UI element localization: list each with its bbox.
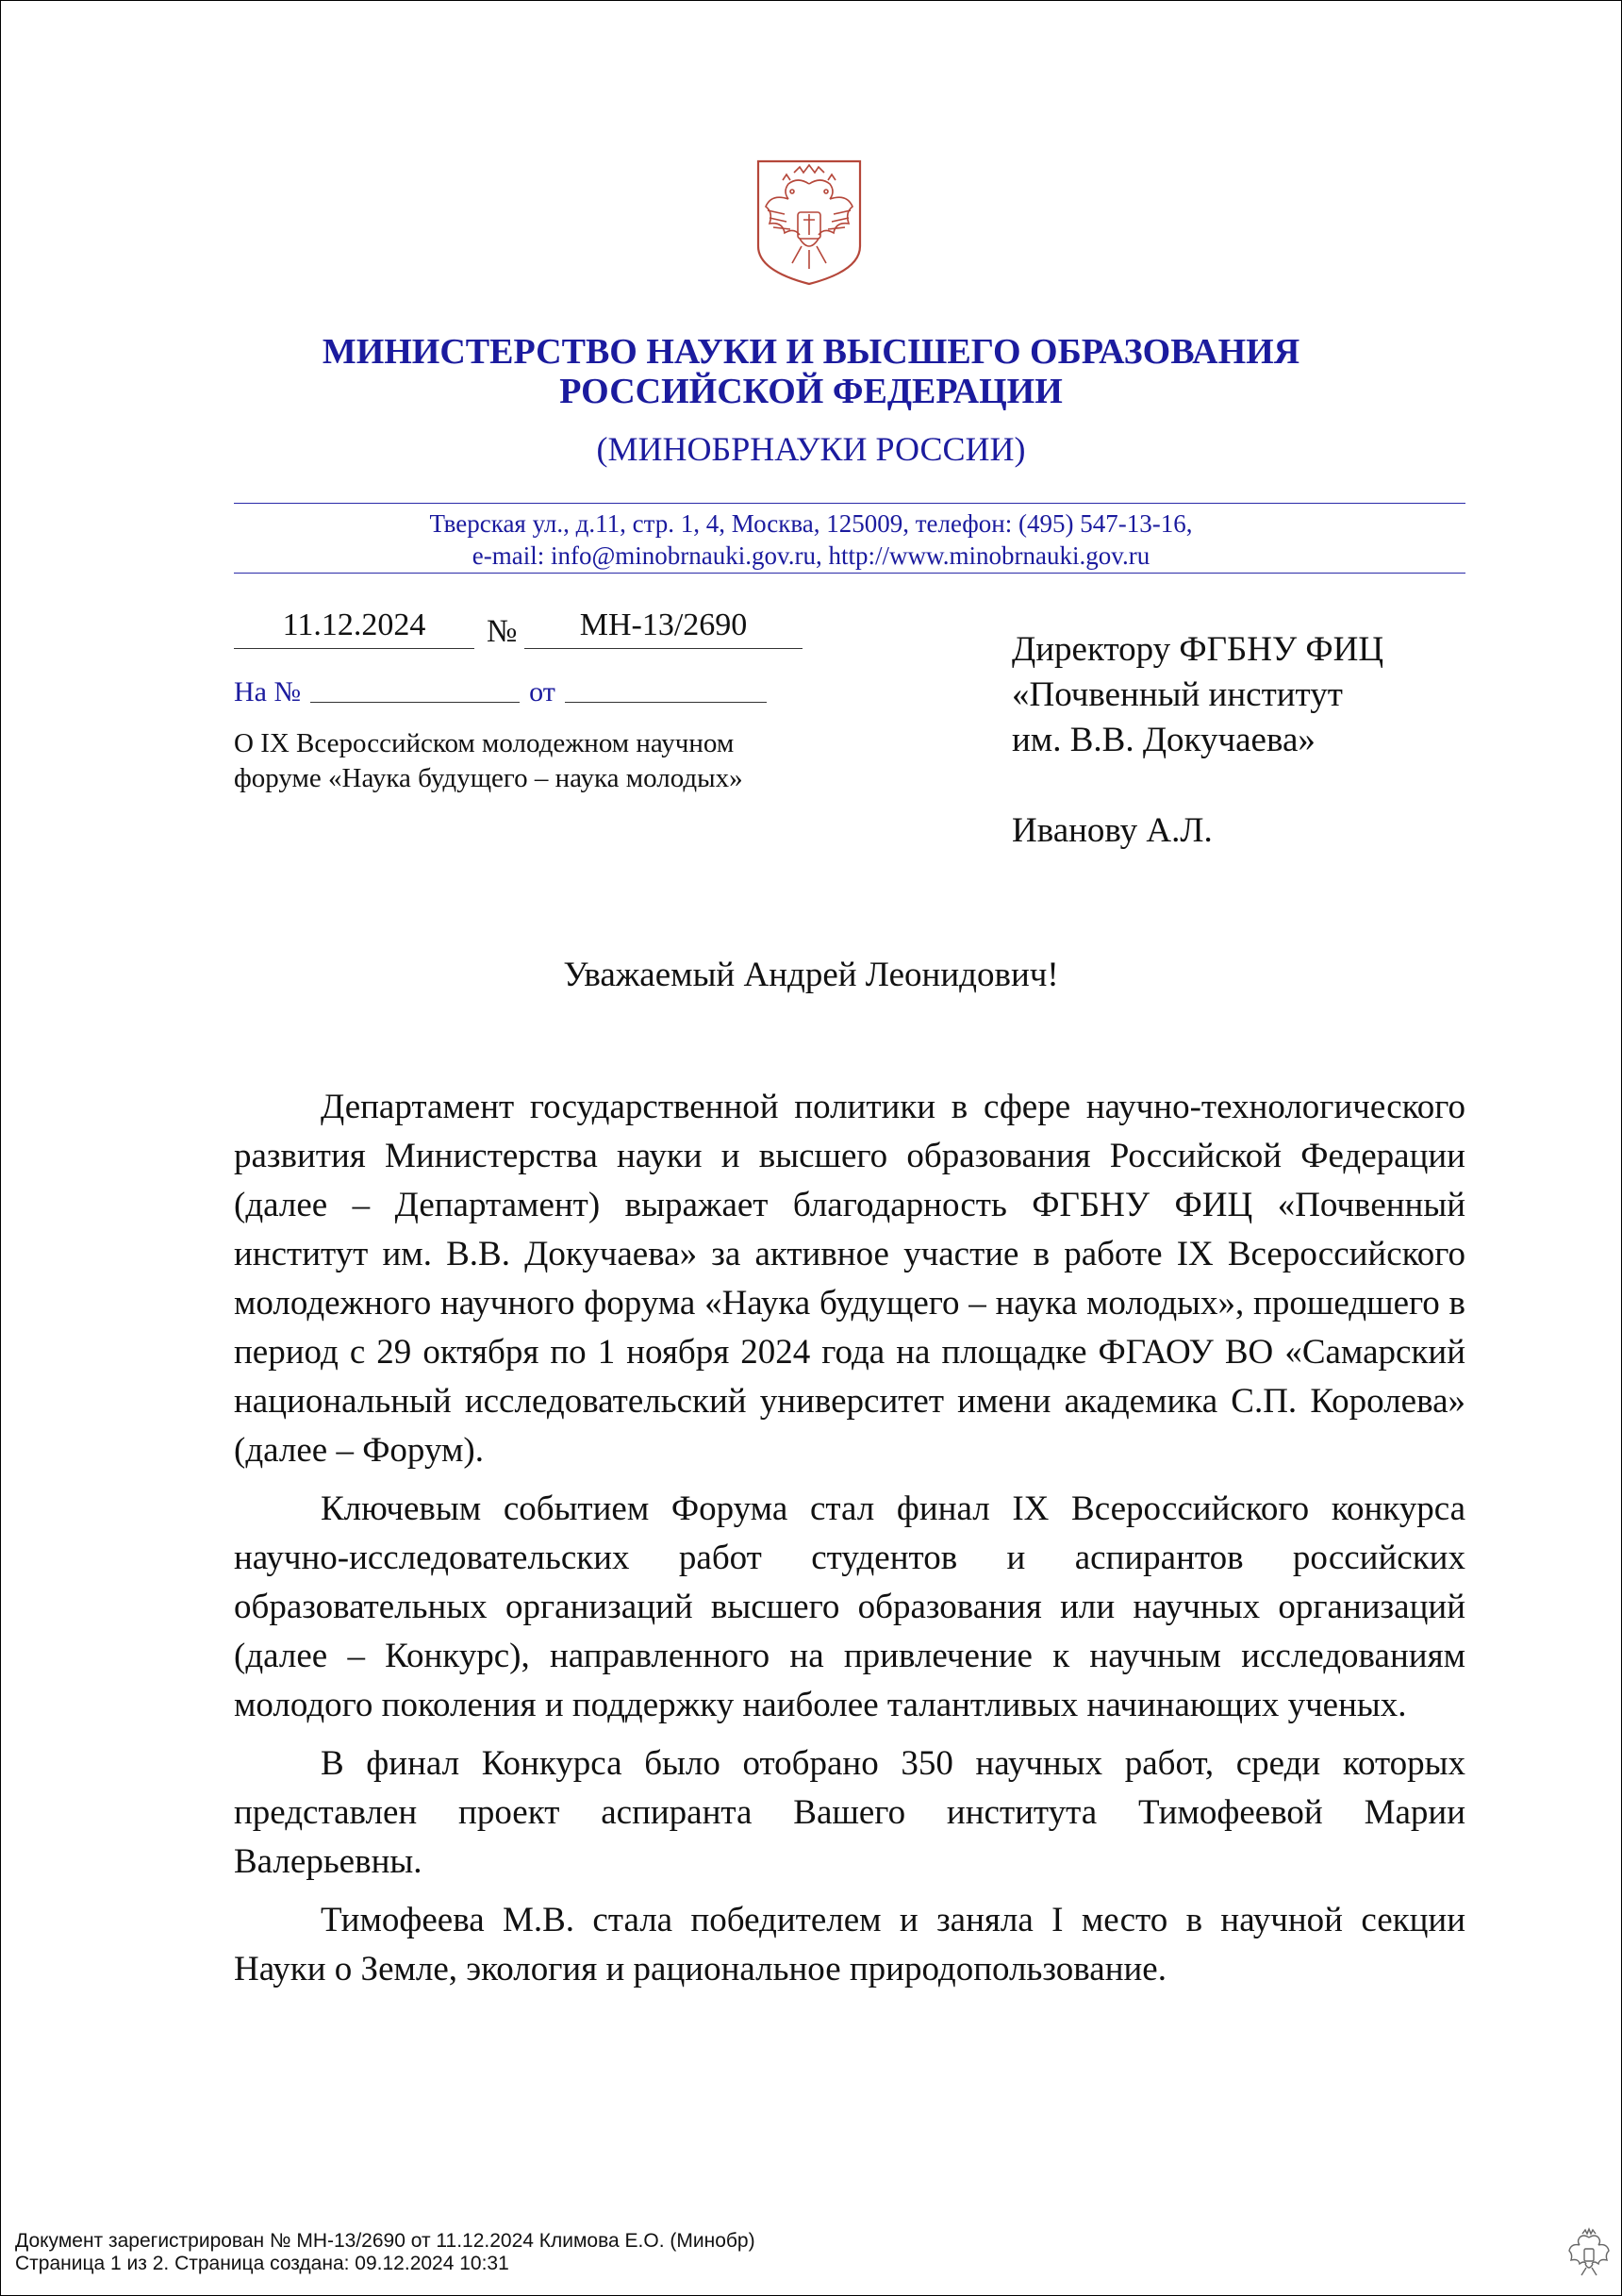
addressee-block	[1012, 627, 1502, 854]
salutation: Уважаемый Андрей Леонидович!	[563, 956, 1059, 994]
reference-prefix: На №	[234, 676, 302, 707]
reference-line	[234, 672, 767, 711]
body-paragraph-1: Департамент государственной политики в сфере научно-технологического развития Министерства науки и высшего образования Российской Федерации (далее – Департамент) выражает благодарность ФГБНУ ФИЦ «Почвенный институт им. В.В. Докучаева» за активное участие в работе IX Всероссийского молодежного научного форума «Наука будущего – наука молодых», прошедшего в период с 29 октября по 1 ноября 2024 года на площадке ФГАОУ ВО «Самарский национальный исследовательский университет имени академика С.П. Королева» (далее – Форум).	[234, 1088, 1465, 1470]
letter-body	[234, 1083, 1465, 2004]
russian-coat-of-arms-icon	[751, 156, 868, 288]
eagle-emblem-icon	[1565, 2226, 1613, 2279]
addressee-line2: «Почвенный институт	[1012, 675, 1343, 714]
header-rule-bottom	[234, 573, 1465, 574]
body-paragraph-4: Тимофеева М.В. стала победителем и заняла I место в научной секции Науки о Земле, экология и рациональное природопользование.	[234, 1901, 1465, 1988]
ministry-name-line1: МИНИСТЕРСТВО НАУКИ И ВЫСШЕГО ОБРАЗОВАНИЯ	[322, 332, 1300, 372]
address-line2: e-mail: info@minobrnauki.gov.ru, http://www.minobrnauki.gov.ru	[472, 541, 1150, 570]
address-line1: Тверская ул., д.11, стр. 1, 4, Москва, 125009, телефон: (495) 547-13-16,	[429, 509, 1193, 538]
ministry-abbreviation: (МИНОБРНАУКИ РОССИИ)	[596, 430, 1026, 468]
addressee-name: Иванову А.Л.	[1012, 811, 1213, 850]
body-paragraph-3: В финал Конкурса было отобрано 350 научных работ, среди которых представлен проект аспиранта Вашего института Тимофеевой Марии Валерьевны.	[234, 1744, 1465, 1881]
reference-from-label: от	[529, 676, 555, 707]
reference-number-blank	[310, 672, 520, 703]
registration-footer	[15, 2230, 755, 2275]
body-paragraph-2: Ключевым событием Форума стал финал IX Всероссийского конкурса научно-исследовательских работ студентов и аспирантов российских образовательных организаций высшего образования или научных организаций (далее – Конкурс), направленного на привлечение к научным исследованиям молодого поколения и поддержку наиболее талантливых начинающих ученых.	[234, 1489, 1465, 1724]
footer-line1: Документ зарегистрирован № МН-13/2690 от 11.12.2024 Климова Е.О. (Минобр)	[15, 2230, 755, 2252]
registration-number-sign: №	[487, 614, 518, 649]
letter-subject: О IX Всероссийском молодежном научном форуме «Наука будущего – наука молодых»	[234, 728, 743, 793]
header-rule-top	[234, 503, 1465, 504]
registration-number: МН-13/2690	[524, 607, 803, 649]
reference-date-blank	[565, 672, 767, 703]
addressee-line1: Директору ФГБНУ ФИЦ	[1012, 630, 1384, 669]
registration-date: 11.12.2024	[234, 607, 474, 649]
ministry-name-line2: РОССИЙСКОЙ ФЕДЕРАЦИИ	[559, 372, 1063, 411]
footer-line2: Страница 1 из 2. Страница создана: 09.12.2024 10:31	[15, 2253, 509, 2274]
addressee-line3: им. В.В. Докучаева»	[1012, 721, 1316, 759]
